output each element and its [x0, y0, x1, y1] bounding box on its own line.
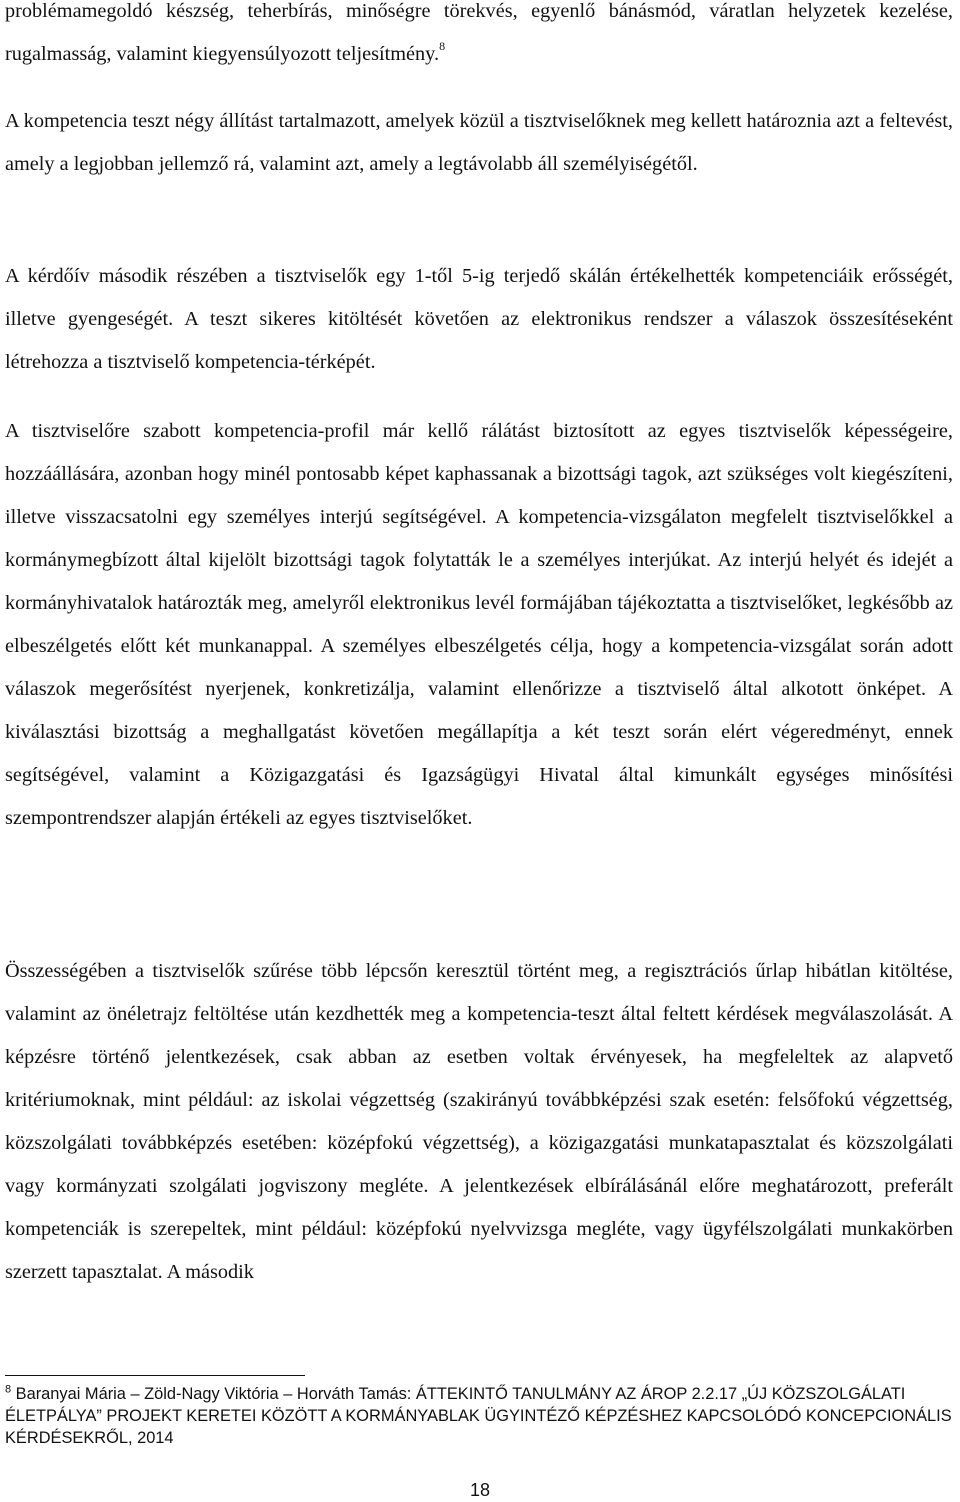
- footnote: [5, 1383, 953, 1449]
- paragraph-1: [5, 0, 953, 76]
- paragraph-5: Összességében a tisztviselők szűrése több lépcsőn keresztül történt meg, a regisztrációs űrlap hibátlan kitöltése, valamint az önéletrajz feltöltése után kezdhették meg a kompetencia-teszt által feltett kérdések megválaszolását. A képzésre történő jelentkezések, csak abban az esetben voltak érvényesek, ha megfeleltek az alapvető kritériumoknak, mint például: az iskolai végzettség (szakirányú továbbképzési szak esetén: felsőfokú végzettség, közszolgálati továbbképzés esetében: középfokú végzettség), a közigazgatási munkatapasztalat és közszolgálati vagy kormányzati szolgálati jogviszony megléte. A jelentkezések elbírálásánál előre meghatározott, preferált kompetenciák is szerepeltek, mint például: középfokú nyelvvizsga megléte, vagy ügyfélszolgálati munkakörben szerzett tapasztalat. A második: [5, 960, 953, 1283]
- footnote-separator: [5, 1375, 305, 1376]
- footnote-number: 8: [5, 1383, 12, 1396]
- paragraph-3: A kérdőív második részében a tisztviselők egy 1-től 5-ig terjedő skálán értékelhették kompetenciáik erősségét, illetve gyengeségét. A teszt sikeres kitöltését követően az elektronikus rendszer a válaszok összesítéseként létrehozza a tisztviselő kompetencia-térképét.: [5, 265, 953, 373]
- footnote-text: Baranyai Mária – Zöld-Nagy Viktória – Horváth Tamás: ÁTTEKINTŐ TANULMÁNY AZ ÁROP 2.2.17 „ÚJ KÖZSZOLGÁLATI ÉLETPÁLYA” PROJEKT KERETEI KÖZÖTT A KORMÁNYABLAK ÜGYINTÉZŐ KÉPZÉSHEZ KAPCSOLÓDÓ KONCEPCIONÁLIS KÉRDÉSEKRŐL, 2014: [5, 1385, 952, 1447]
- paragraph-2: A kompetencia teszt négy állítást tartalmazott, amelyek közül a tisztviselőknek meg kellett határoznia azt a feltevést, amely a legjobban jellemző rá, valamint azt, amely a legtávolabb áll személyiségétől.: [5, 110, 953, 175]
- page-number: 18: [469, 1480, 491, 1500]
- paragraph-1-text: problémamegoldó készség, teherbírás, minőségre törekvés, egyenlő bánásmód, váratlan helyzetek kezelése, rugalmasság, valamint kiegyensúlyozott teljesítmény.: [5, 0, 953, 65]
- footnote-reference: 8: [439, 39, 446, 54]
- paragraph-4: A tisztviselőre szabott kompetencia-profil már kellő rálátást biztosított az egyes tisztviselők képességeire, hozzáállására, azonban hogy minél pontosabb képet kaphassanak a bizottsági tagok, azt szükséges volt kiegészíteni, illetve visszacsatolni egy személyes interjú segítségével. A kompetencia-vizsgálaton megfelelt tisztviselőkkel a kormánymegbízott által kijelölt bizottsági tagok folytatták le a személyes interjúkat. Az interjú helyét és idejét a kormányhivatalok határozták meg, amelyről elektronikus levél formájában tájékoztatta a tisztviselőket, legkésőbb az elbeszélgetés előtt két munkanappal. A személyes elbeszélgetés célja, hogy a kompetencia-vizsgálat során adott válaszok megerősítést nyerjenek, konkretizálja, valamint ellenőrizze a tisztviselő által alkotott önképet. A kiválasztási bizottság a meghallgatást követően megállapítja a két teszt során elért végeredményt, ennek segítségével, valamint a Közigazgatási és Igazságügyi Hivatal által kimunkált egységes minősítési szempontrendszer alapján értékeli az egyes tisztviselőket.: [5, 420, 953, 829]
